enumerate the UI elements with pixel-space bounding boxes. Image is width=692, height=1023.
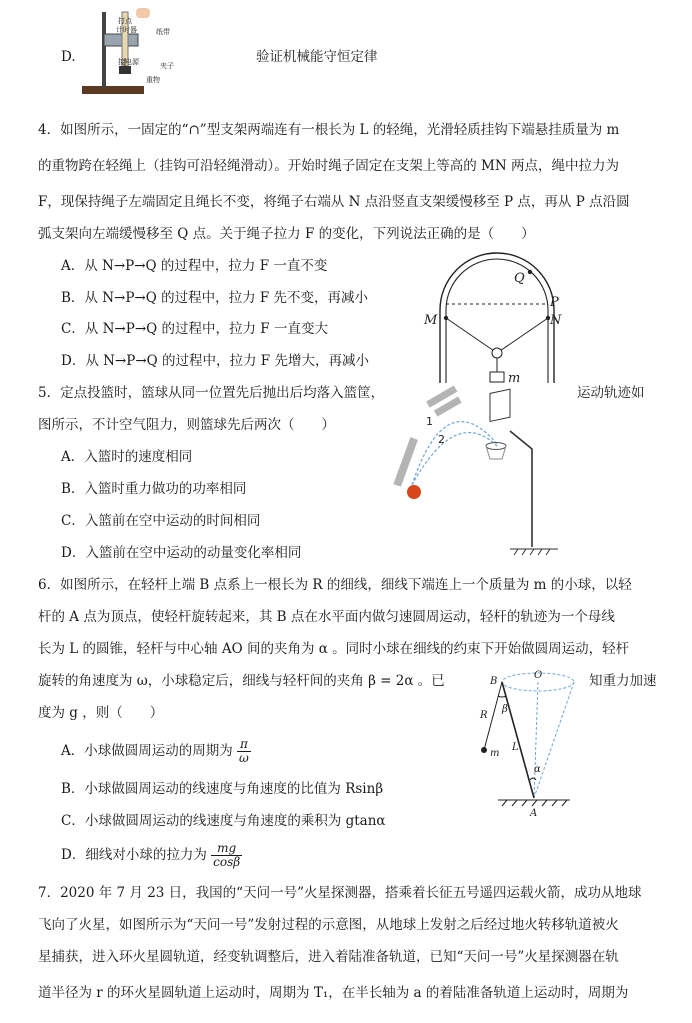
q5-option-a: A．入篮时的速度相同 <box>61 449 193 465</box>
basketball-figure <box>398 385 576 557</box>
q4-option-d: D．从 N→P→Q 的过程中，拉力 F 先增大，再减小 <box>61 353 369 369</box>
pulley <box>492 348 502 358</box>
label-clip: 夹子 <box>160 62 174 70</box>
label-paper-tape: 纸带 <box>156 28 170 36</box>
q6-option-a-denominator: ω <box>239 751 249 765</box>
label-b: B <box>490 676 498 687</box>
q6-option-b: B．小球做圆周运动的线速度与角速度的比值为 Rsinβ <box>61 781 384 797</box>
hoop-net <box>486 446 506 459</box>
q6-option-a <box>61 737 251 765</box>
label-n: N <box>550 313 562 328</box>
label-beta: β <box>502 704 508 715</box>
q7-line-4: 道半径为 r 的环火星圆轨道上运动时，周期为 T₁，在半长轴为 a 的着陆准备轨道上运动时，周期为 <box>38 985 629 1001</box>
small-ball <box>481 747 487 753</box>
label-l: L <box>512 742 519 753</box>
label-a: A <box>530 808 538 819</box>
frame-rope-figure <box>420 248 580 388</box>
q6-option-a-fraction <box>237 738 251 765</box>
label-m-ball: m <box>490 748 500 759</box>
q7-line-3: 星捕获，进入环火星圆轨道，经变轨调整后，进入着陆准备轨道，已知“天问一号”火星探测器在轨 <box>38 949 619 965</box>
q5-option-d: D．入篮前在空中运动的动量变化率相同 <box>61 545 302 561</box>
q6-option-d <box>61 841 242 869</box>
q4-line-1: 4．如图所示，一固定的“∩”型支架两端连有一根长为 L 的轻绳，光滑轻质挂钩下端悬挂质量为 m <box>38 122 620 138</box>
q6-option-d-fraction <box>211 842 242 869</box>
label-timer-2: 计时器 <box>116 26 137 34</box>
basketball <box>407 485 421 499</box>
q6-option-d-numerator: mg <box>211 842 242 856</box>
weight-block <box>119 66 131 74</box>
q6-option-d-text: D．细线对小球的拉力为 <box>61 847 207 863</box>
trajectory-label-2: 2 <box>438 433 445 446</box>
label-alpha: α <box>534 764 541 775</box>
rotating-rod-cone-figure <box>462 670 594 820</box>
label-q: Q <box>514 271 525 286</box>
q6-line-4-tail: 知重力加速 <box>589 673 657 689</box>
q7-line-2: 飞向了火星，如图所示为“天问一号”发射过程的示意图，从地球上发射之后经过地火转移轨道被火 <box>38 917 619 933</box>
q6-option-a-text: A．小球做圆周运动的周期为 <box>61 743 233 759</box>
q5-option-b: B．入篮时重力做功的功率相同 <box>61 481 247 497</box>
rope-left <box>446 318 497 353</box>
q6-option-a-numerator: π <box>237 738 251 752</box>
ground-hatch <box>502 800 567 806</box>
q4-option-c: C．从 N→P→Q 的过程中，拉力 F 一直变大 <box>61 321 328 337</box>
label-mass: m <box>508 371 521 386</box>
q5-line-1: 5．定点投篮时，篮球从同一位置先后抛出后均落入篮筐， <box>38 385 385 401</box>
point-q-dot <box>528 270 532 274</box>
label-p: P <box>550 295 559 310</box>
q6-line-4: 旋转的角速度为 ω，小球稳定后，细线与轻杆间的夹角 β = 2α 。已 <box>38 673 445 689</box>
label-timer-1: 打点 <box>118 17 132 25</box>
label-o: O <box>534 670 543 681</box>
backboard <box>490 389 510 421</box>
label-r: R <box>480 710 488 721</box>
hanging-mass <box>490 372 504 382</box>
trajectory-1 <box>412 422 498 485</box>
q4-line-3: F，现保持绳子左端固定且绳长不变，将绳子右端从 N 点沿竖直支架缓慢移至 P 点，再从 P 点沿圆 <box>38 194 630 210</box>
trajectory-label-1: 1 <box>426 415 433 428</box>
q6-option-d-denominator: cosβ <box>213 855 241 869</box>
central-axis-ao <box>534 682 538 798</box>
q3-option-d-text: 验证机械能守恒定律 <box>256 49 378 65</box>
q5-option-c: C．入篮前在空中运动的时间相同 <box>61 513 261 529</box>
q7-line-1: 7．2020 年 7 月 23 日，我国的“天问一号”火星探测器，搭乘着长征五号遥四运载火箭，成功从地球 <box>38 885 642 901</box>
angle-beta-arc <box>498 696 506 697</box>
timer-body <box>104 34 138 46</box>
q6-option-c: C．小球做圆周运动的线速度与角速度的乘积为 gtanα <box>61 813 386 829</box>
ground-hatch <box>514 549 550 555</box>
label-power: 接电源 <box>118 58 139 66</box>
hand <box>136 8 150 18</box>
q6-line-3: 长为 L 的圆锥，轻杆与中心轴 AO 间的夹角为 α 。同时小球在细线的约束下开始做圆周运动，轻杆 <box>38 641 630 657</box>
q5-line-1-tail: 运动轨迹如 <box>577 385 645 401</box>
light-rod-ab <box>502 682 534 798</box>
q4-option-b: B．从 N→P→Q 的过程中，拉力 F 先不变，再减小 <box>61 290 369 306</box>
q6-line-1: 6．如图所示，在轻杆上端 B 点系上一根长为 R 的细线，细线下端连上一个质量为 m 的小球，以轻 <box>38 577 632 593</box>
label-weight: 重物 <box>146 76 160 84</box>
q4-line-2: 的重物跨在轻绳上（挂钩可沿轻绳滑动）。开始时绳子固定在支架上等高的 MN 两点，绳中拉力为 <box>38 158 619 174</box>
label-m-point: M <box>424 313 438 328</box>
trajectory-2 <box>412 433 498 485</box>
free-fall-apparatus-figure <box>82 6 192 106</box>
stand-base <box>82 86 144 94</box>
hoop-pole <box>510 431 532 547</box>
q6-line-2: 杆的 A 点为顶点，使轻杆旋转起来，其 B 点在水平面内做匀速圆周运动，轻杆的轨迹为一个母线 <box>38 609 615 625</box>
q3-option-d-label: D. <box>61 49 76 65</box>
player-silhouette <box>393 386 461 487</box>
rope-right <box>497 318 548 353</box>
q4-line-4: 弧支架向左端缓慢移至 Q 点。关于绳子拉力 F 的变化，下列说法正确的是（ ） <box>38 226 535 242</box>
q5-line-2: 图所示，不计空气阻力，则篮球先后两次（ ） <box>38 417 335 433</box>
q6-line-5: 度为 g ，则（ ） <box>38 705 164 721</box>
q4-option-a: A．从 N→P→Q 的过程中，拉力 F 一直不变 <box>61 258 328 274</box>
point-m-dot <box>444 316 448 320</box>
cone-right-edge <box>534 682 574 798</box>
stand-pole <box>102 12 106 88</box>
